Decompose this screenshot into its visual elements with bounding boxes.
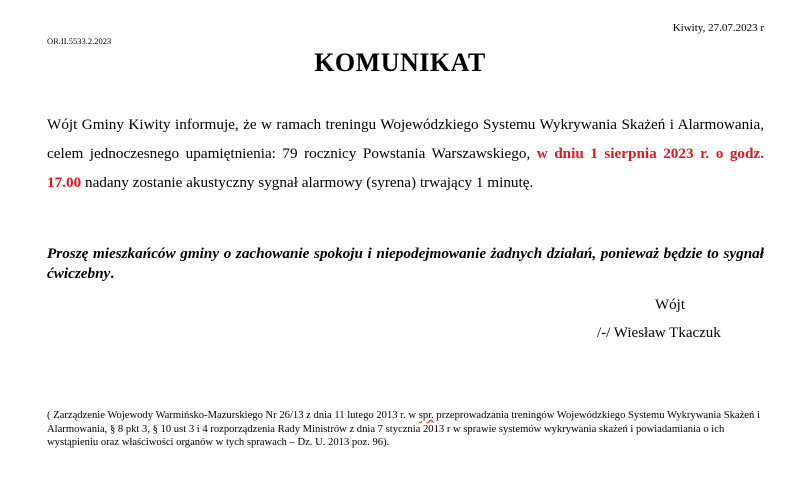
place-date: Kiwity, 27.07.2023 r xyxy=(672,22,764,34)
announcement-outro: nadany zostanie akustyczny sygnał alarmowy (syrena) trwający 1 minutę. xyxy=(81,174,534,191)
residents-notice-text: Proszę mieszkańców gminy o zachowanie spokoju i niepodejmowanie żadnych działań, ponieważ będzie to sygnał ćwiczebny xyxy=(47,245,764,282)
residents-notice xyxy=(47,244,764,283)
announcement-body xyxy=(47,110,764,197)
signature-role: Wójt xyxy=(655,297,685,313)
legal-footnote xyxy=(47,409,763,450)
announcement-intro: Wójt Gminy Kiwity informuje, że w ramach treningu Wojewódzkiego Systemu Wykrywania Skażeń i Alarmowania, celem jednoczesnego upamiętnienia: 79 rocznicy Powstania Warszawskiego, xyxy=(47,116,764,162)
residents-notice-period: . xyxy=(110,264,115,282)
spellcheck-flagged-word: spr. xyxy=(418,410,434,421)
signature-name: /-/ Wiesław Tkaczuk xyxy=(597,325,721,341)
footnote-before: ( Zarządzenie Wojewody Warmińsko-Mazurskiego Nr 26/13 z dnia 11 lutego 2013 r. w xyxy=(47,410,419,421)
footnote-after: przeprowadzania treningów Wojewódzkiego Systemu Wykrywania Skażeń i Alarmowania, § 8 pkt 3, § 10 ust 3 i 4 rozporządzenia Rady Ministrów z dnia 7 stycznia 2013 r w sprawie systemów wykrywania skażeń i powiadamiania o ich wystąpieniu oraz właściwości organów w tych sprawach – Dz. U. 2013 poz. 96). xyxy=(47,410,760,448)
document-title: KOMUNIKAT xyxy=(314,48,486,77)
alarm-date-time: w dniu 1 sierpnia 2023 r. o godz. 17.00 xyxy=(47,145,764,191)
reference-number: OR.II.5533.2.2023 xyxy=(47,36,112,46)
